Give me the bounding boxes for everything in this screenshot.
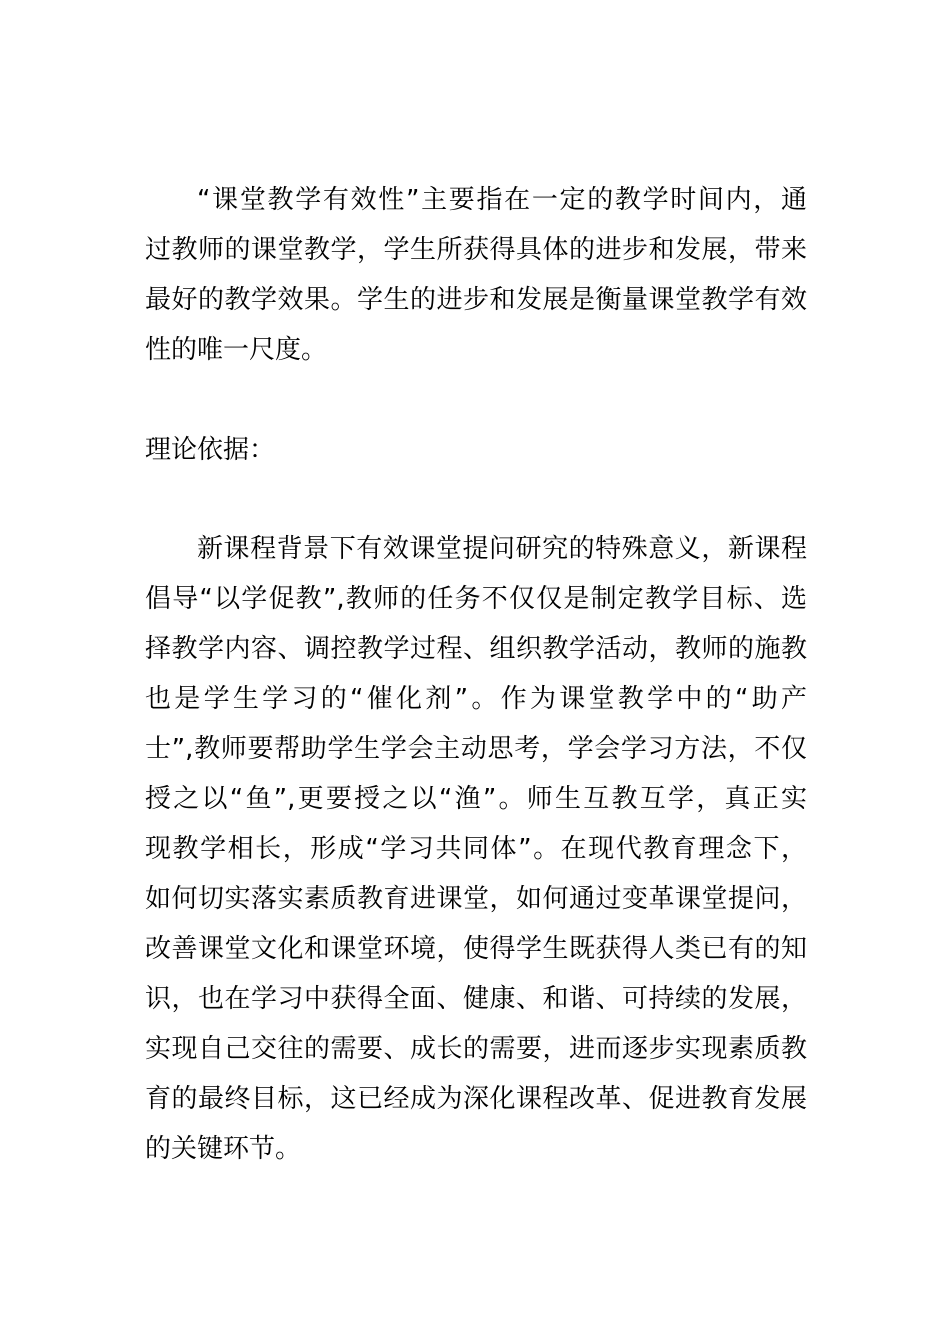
paragraph2-line-11: 实现自己交往的需要、成长的需要，进而逐步实现素质教	[145, 1034, 807, 1064]
paragraph2-line-6: 授之以“鱼”,更要授之以“渔”。师生互教互学，真正实	[145, 784, 807, 814]
paragraph2-line-9: 改善课堂文化和课堂环境，使得学生既获得人类已有的知	[145, 934, 807, 964]
paragraph2-line-7: 现教学相长，形成“学习共同体”。在现代教育理念下，	[145, 834, 807, 864]
paragraph2-line-12: 育的最终目标，这已经成为深化课程改革、促进教育发展	[145, 1084, 807, 1114]
paragraph1-line-2: 过教师的课堂教学，学生所获得具体的进步和发展，带来	[145, 235, 807, 265]
paragraph1-line-4: 性的唯一尺度。	[145, 335, 328, 365]
paragraph2-line-2: 倡导“以学促教”,教师的任务不仅仅是制定教学目标、选	[145, 584, 807, 614]
section-heading: 理论依据：	[145, 435, 276, 465]
paragraph1-line-1: “课堂教学有效性”主要指在一定的教学时间内，通	[197, 185, 807, 215]
paragraph2-line-13: 的关键环节。	[145, 1134, 302, 1164]
paragraph2-line-5: 士”,教师要帮助学生学会主动思考，学会学习方法，不仅	[145, 734, 807, 764]
paragraph1-line-3: 最好的教学效果。学生的进步和发展是衡量课堂教学有效	[145, 285, 807, 315]
paragraph2-line-1: 新课程背景下有效课堂提问研究的特殊意义，新课程	[197, 534, 807, 564]
paragraph2-line-8: 如何切实落实素质教育进课堂，如何通过变革课堂提问，	[145, 884, 807, 914]
paragraph2-line-4: 也是学生学习的“催化剂”。作为课堂教学中的“助产	[145, 684, 807, 714]
paragraph2-line-10: 识，也在学习中获得全面、健康、和谐、可持续的发展，	[145, 984, 807, 1014]
paragraph2-line-3: 择教学内容、调控教学过程、组织教学活动，教师的施教	[145, 634, 807, 664]
